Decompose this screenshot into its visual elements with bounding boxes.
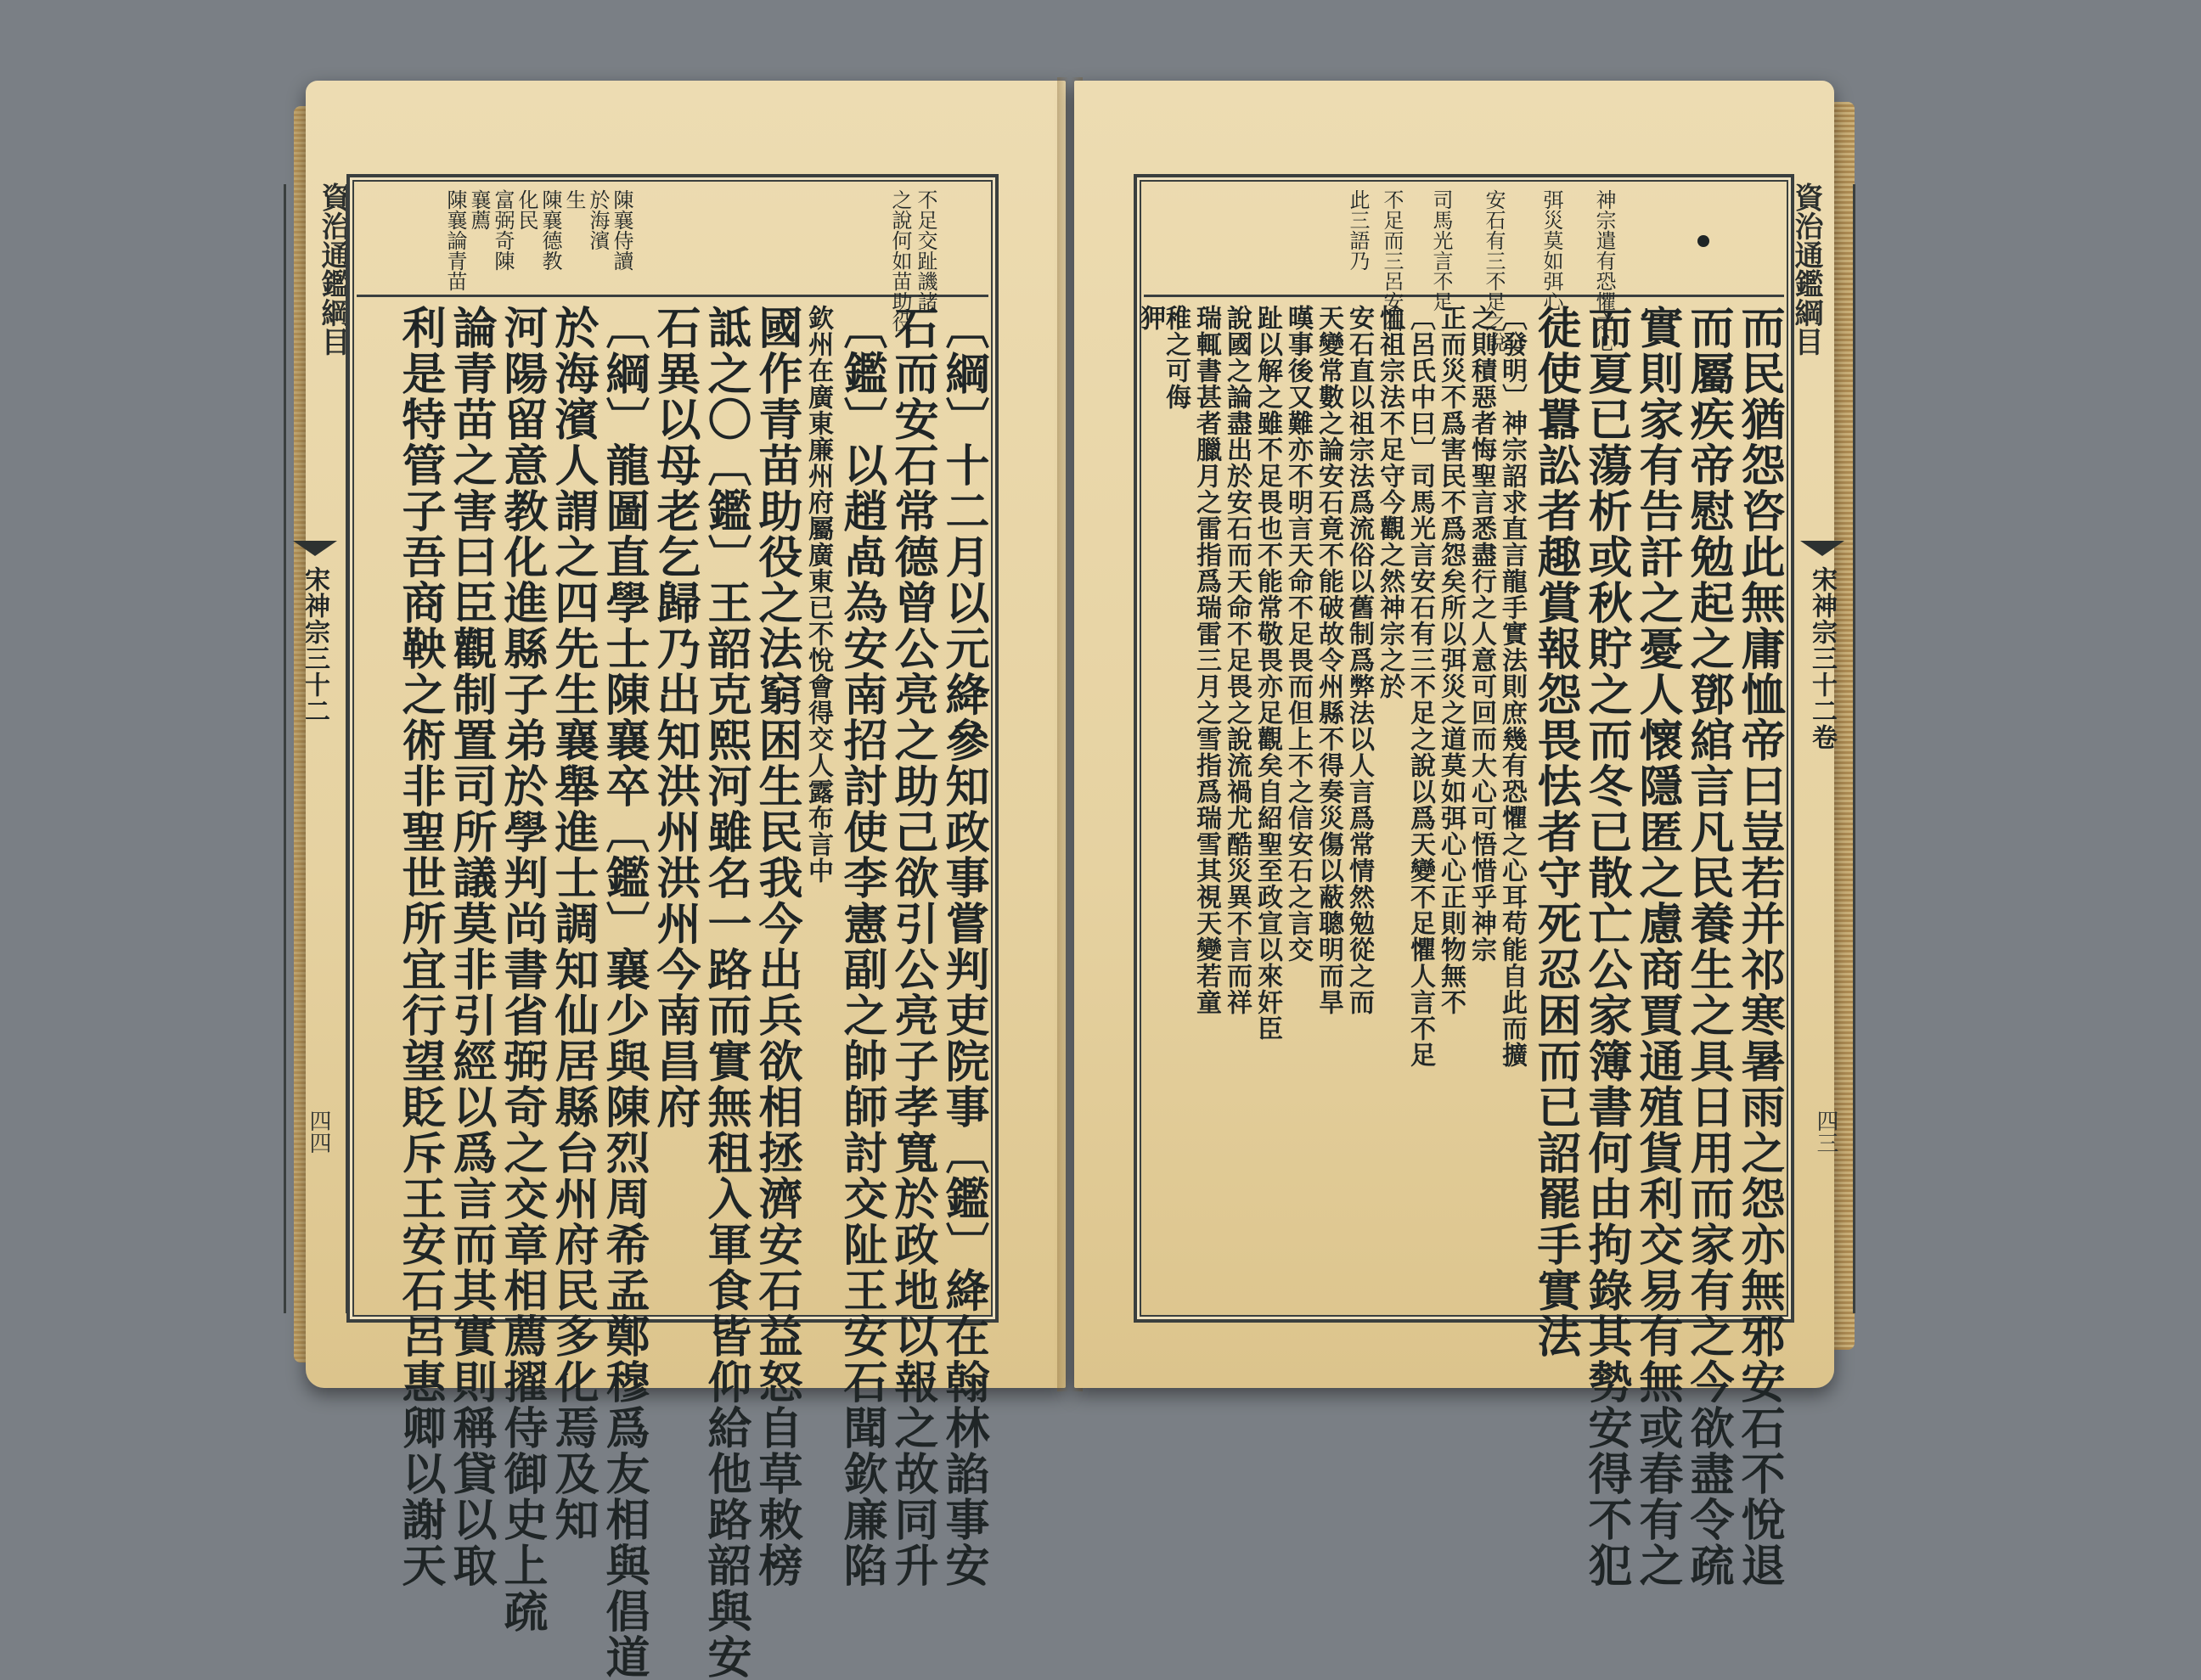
note-band-2: 於海濱	[586, 189, 610, 250]
right-col-17: 稚之可侮	[1161, 305, 1191, 410]
right-col-15: 說國之論盡出於安石而天命不足畏之說流禍尤酷災異不言而祥	[1222, 305, 1252, 1015]
right-col-9: 〔呂氏中曰〕司馬光言安石有三不足之說以爲天變不足懼人言不足	[1405, 305, 1435, 1068]
right-page	[1074, 81, 1838, 1588]
right-col-18: 狎	[1135, 305, 1165, 331]
note-top-6: 此三語乃	[1346, 189, 1370, 271]
right-col-10: 恤祖宗法不足守今觀之然神宗之於	[1375, 305, 1404, 700]
fishtail-mark	[293, 541, 337, 556]
right-col-16: 瑞輒書甚者臘月之雷指爲瑞雷三月之雪指爲瑞雪其視天變若童	[1191, 305, 1221, 1015]
note-top-1: 不足交趾譏諸	[914, 189, 937, 312]
note-band-3: 生	[562, 189, 586, 210]
left-col-9: 於海濱人謂之四先生襄舉進士調知仙居縣台州府民多化焉及知	[547, 305, 599, 1542]
right-col-4: 而夏已蕩析或秋貯之而冬已散亡公家簿書何由拘錄其勢安得不犯	[1580, 305, 1632, 1588]
open-book	[300, 81, 1838, 1680]
left-upper-notes-band	[357, 184, 988, 332]
note-band-7: 襄薦	[467, 189, 491, 230]
left-center-strip	[284, 184, 348, 1313]
right-col-5: 徒使囂訟者趣賞報怨畏怯者守死忍困而已詔罷手實法	[1529, 305, 1581, 1359]
left-col-4: 欽州在廣東廉州府屬廣東已不悅會得交人露布言中	[803, 305, 833, 884]
ink-dot	[1697, 235, 1709, 247]
right-col-12: 天變常數之論安石竟不能破故令州縣不得奏災傷以蔽聰明而旱	[1314, 305, 1343, 1015]
left-col-11: 論青苗之害曰臣觀制置司所議莫非引經以爲言而其實則稱貸以取	[445, 305, 497, 1588]
note-top-1: 神宗遣有恐懼之心	[1592, 189, 1616, 352]
left-col-8: 〔綱〕龍圖直學士陳襄卒〔鑑〕襄少與陳烈周希孟鄭穆爲友相與倡道	[598, 305, 650, 1680]
left-col-1: 〔綱〕十二月以元絳參知政事嘗判吏院事〔鑑〕絳在翰林諂事安	[937, 305, 989, 1588]
left-col-3: 〔鑑〕以趙卨為安南招討使李憲副之帥師討交阯王安石聞欽廉陷	[836, 305, 887, 1588]
right-col-13: 暵事後又難亦不明言天命不足畏而但上不之信安石之言交	[1283, 305, 1313, 963]
right-col-14: 趾以解之雖不足畏也不能常敬畏亦足觀矣自紹聖至政宣以來奸臣	[1252, 305, 1282, 1042]
note-band-1: 陳襄侍讀	[610, 189, 633, 271]
left-folio: 四四	[306, 1110, 331, 1154]
left-page	[300, 81, 1066, 1680]
right-col-6: 〔發明〕神宗詔求直言龍手實法則庶幾有恐懼之心耳苟能自此而擴	[1497, 305, 1527, 1068]
right-center-label: 宋神宗三十二卷	[1807, 566, 1837, 750]
left-col-2: 石而安石常德曾公亮之助己欲引公亮子孝寬於政地以報之故同升	[887, 305, 938, 1588]
note-band-6: 富弼奇陳	[491, 189, 515, 271]
note-band-4: 陳襄德教	[538, 189, 562, 271]
right-col-11: 安石直以祖宗法爲流俗以舊制爲弊法以人言爲常情然勉從之而	[1344, 305, 1374, 1015]
note-top-4: 司馬光言不足	[1429, 189, 1453, 312]
right-col-1: 而民猶怨咨此無庸恤帝曰豈若并祁寒暑雨之怨亦無邪安石不悅退	[1733, 305, 1785, 1588]
right-col-7: 之則積惡者悔聖言悉盡行之人意可回而大心可悟惜乎神宗	[1466, 305, 1496, 963]
right-folio: 四三	[1813, 1110, 1838, 1154]
left-col-10: 河陽留意教化進縣子弟於學判尚書省弼奇之交章相薦擢侍御史上疏	[496, 305, 548, 1634]
right-col-3: 實則家有告訐之憂人懷隱匿之慮商賈通殖貨利交易有無或春有之	[1631, 305, 1683, 1588]
right-col-8: 正而災不爲害民不爲怨矣所以弭災之道莫如弭心心正則物無不	[1436, 305, 1466, 1015]
left-center-label: 宋神宗三十二	[300, 566, 329, 724]
note-top-3: 安石有三不足之說	[1482, 189, 1506, 352]
left-col-6: 詆之〇〔鑑〕王韶克熙河雖名一路而實無租入軍食皆仰給他路韶與安	[700, 305, 751, 1680]
right-upper-notes-band	[1144, 184, 1784, 352]
right-col-2: 而屬疾帝慰勉起之鄧綰言凡民養生之具日用而家有之今欲盡令疏	[1682, 305, 1734, 1588]
note-top-2: 之說何如苗助役	[888, 189, 912, 332]
note-top-2: 弭災莫如弭心	[1540, 189, 1563, 312]
note-top-5: 不足而三呂安石	[1380, 189, 1404, 332]
left-col-12: 利是特管子吾商鞅之術非聖世所宜行望貶斥王安石呂惠卿以謝天	[394, 305, 446, 1588]
left-margin-title: 資治通鑑綱目	[316, 183, 350, 356]
note-band-8: 陳襄論青苗	[443, 189, 467, 291]
left-col-5: 國作青苗助役之法窮困生民我今出兵欲相拯濟安石益怒自草敕榜	[751, 305, 802, 1588]
note-band-5: 化民	[515, 189, 538, 230]
left-col-7: 石異以母老乞歸乃出知洪州洪州今南昌府	[649, 305, 701, 1130]
right-margin-title: 資治通鑑綱目	[1789, 183, 1823, 356]
